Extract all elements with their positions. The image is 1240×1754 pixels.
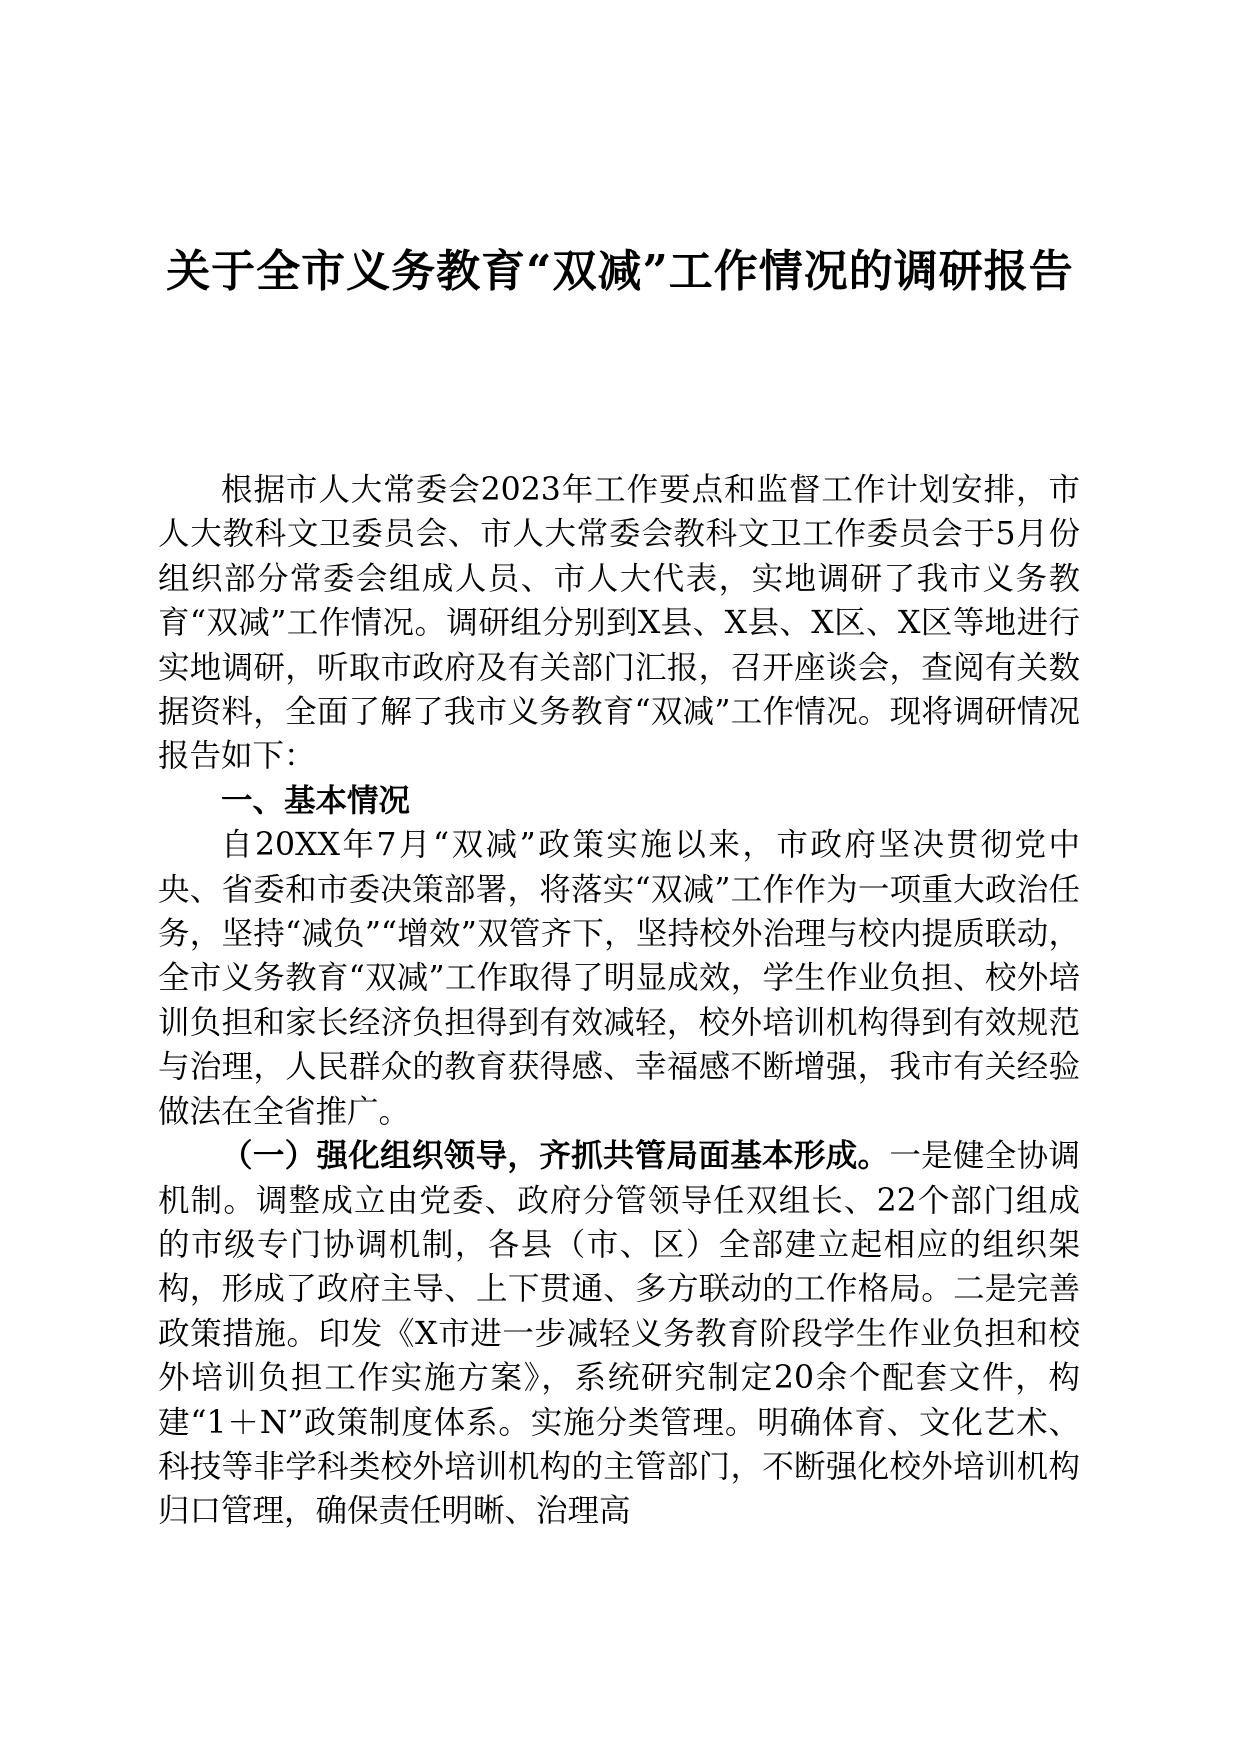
subsection-text: 一是健全协调机制。调整成立由党委、政府分管领导任双组长、22个部门组成的市级专门协调机制，各县（市、区）全部建立起相应的组织架构，形成了政府主导、上下贯通、多方联动的工作格局。二是完善政策措施。印发《X市进一步减轻义务教育阶段学生作业负担和校外培训负担工作实施方案》，系统研究制定20余个配套文件，构建“1＋N”政策制度体系。实施分类管理。明确体育、文化艺术、科技等非学科类校外培训机构的主管部门，不断强化校外培训机构归口管理，确保责任明晰、治理高 — [158, 1138, 1080, 1530]
subsection-paragraph — [158, 1134, 1080, 1534]
document-body — [158, 468, 1080, 1534]
document-title: 关于全市义务教育“双减”工作情况的调研报告 — [166, 246, 1074, 297]
subsection-lead: （一）强化组织领导，齐抓共管局面基本形成。 — [221, 1137, 890, 1175]
section-heading: 一、基本情况 — [221, 781, 411, 819]
overview-paragraph: 自20XX年7月“双减”政策实施以来，市政府坚决贯彻党中央、省委和市委决策部署，将落实“双减”工作作为一项重大政治任务，坚持“减负”“增效”双管齐下，坚持校外治理与校内提质联动，全市义务教育“双减”工作取得了明显成效，学生作业负担、校外培训负担和家长经济负担得到有效减轻，校外培训机构得到有效规范与治理，人民群众的教育获得感、幸福感不断增强，我市有关经验做法在全省推广。 — [158, 827, 1080, 1130]
intro-paragraph: 根据市人大常委会2023年工作要点和监督工作计划安排，市人大教科文卫委员会、市人大常委会教科文卫工作委员会于5月份组织部分常委会组成人员、市人大代表，实地调研了我市义务教育“双减”工作情况。调研组分别到X县、X县、X区、X区等地进行实地调研，听取市政府及有关部门汇报，召开座谈会，查阅有关数据资料，全面了解了我市义务教育“双减”工作情况。现将调研情况报告如下： — [158, 472, 1080, 775]
